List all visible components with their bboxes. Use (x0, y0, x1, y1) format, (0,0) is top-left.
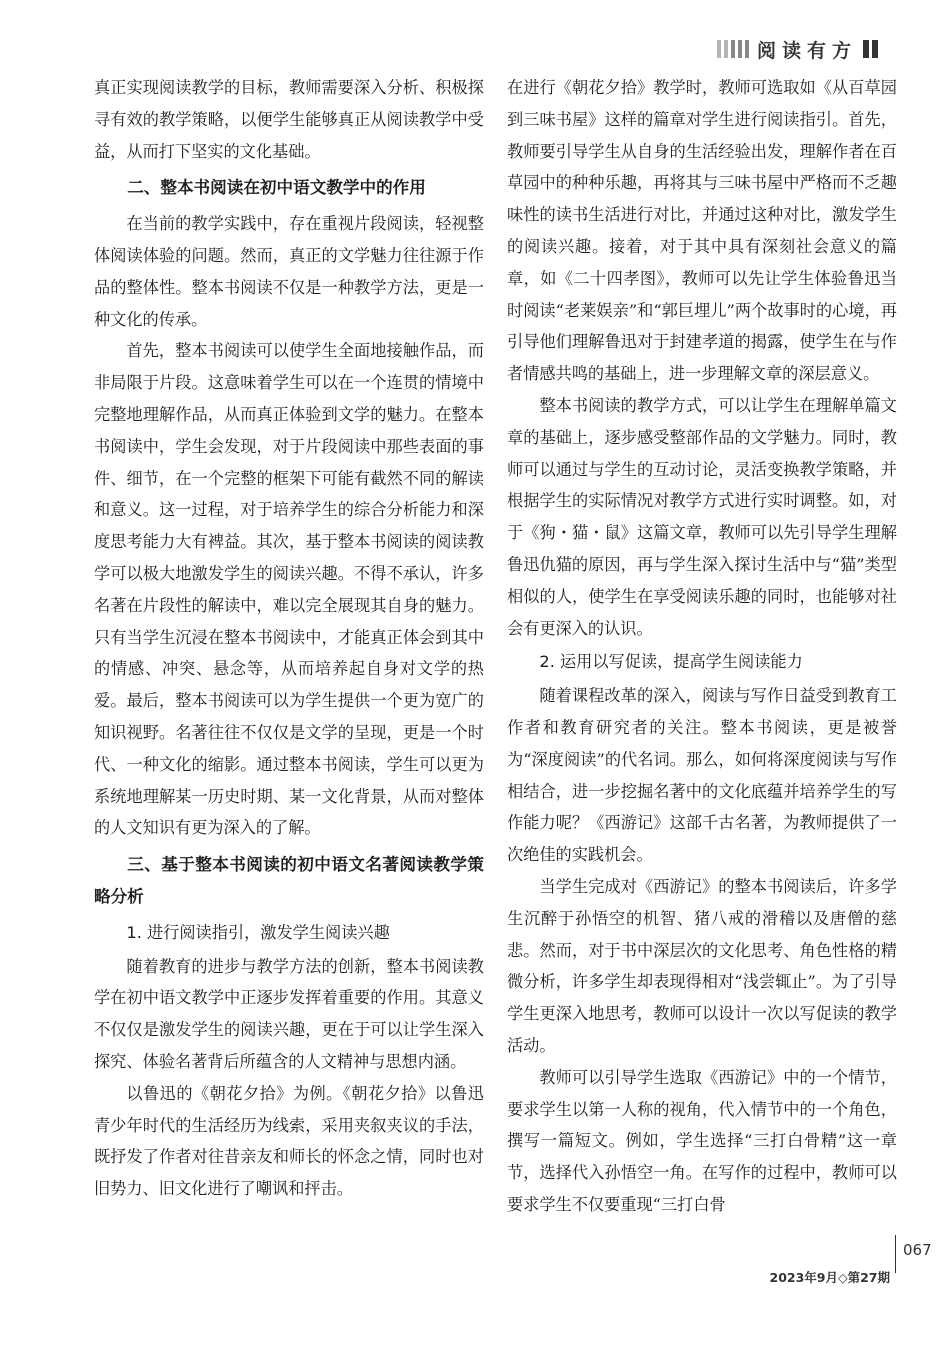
right-column (507, 72, 897, 1221)
paragraph: 随着课程改革的深入，阅读与写作日益受到教育工作者和教育研究者的关注。整本书阅读，更是被誉为“深度阅读”的代名词。那么，如何将深度阅读与写作相结合，进一步挖掘名著中的文化底蕴并培养学生的写作能力呢？《西游记》这部千古名著，为教师提供了一次绝佳的实践机会。 (507, 686, 897, 865)
issue-label: 2023年9月◇第27期 (769, 1270, 890, 1285)
left-column (94, 72, 484, 1205)
header-decor-bars (717, 40, 749, 58)
paragraph: 教师可以引导学生选取《西游记》中的一个情节，要求学生以第一人称的视角，代入情节中的一个角色，撰写一篇短文。例如，学生选择“三打白骨精”这一章节，选择代入孙悟空一角。在写作的过程中，教师可以要求学生不仅要重现“三打白骨 (507, 1067, 897, 1214)
paragraph: 真正实现阅读教学的目标，教师需要深入分析、积极探寻有效的教学策略，以便学生能够真正从阅读教学中受益，从而打下坚实的文化基础。 (94, 78, 484, 161)
paragraph: 在进行《朝花夕拾》教学时，教师可选取如《从百草园到三味书屋》这样的篇章对学生进行阅读指引。首先，教师要引导学生从自身的生活经验出发，理解作者在百草园中的种种乐趣，再将其与三味书屋中严格而不乏趣味性的读书生活进行对比，并通过这种对比，激发学生的阅读兴趣。接着，对于其中具有深刻社会意义的篇章，如《二十四孝图》，教师可以先让学生体验鲁迅当时阅读“老莱娱亲”和“郭巨埋儿”两个故事时的心境，再引导他们理解鲁迅对于封建孝道的揭露，使学生在与作者情感共鸣的基础上，进一步理解文章的深层意义。 (507, 78, 897, 384)
section-heading: 三、基于整本书阅读的初中语文名著阅读教学策略分析 (94, 855, 484, 906)
section-title: 阅读有方 (756, 39, 857, 62)
section-heading: 二、整本书阅读在初中语文教学中的作用 (127, 178, 426, 198)
page-number-divider (895, 1235, 896, 1273)
paragraph: 当学生完成对《西游记》的整本书阅读后，许多学生沉醉于孙悟空的机智、猪八戒的滑稽以及唐僧的慈悲。然而，对于书中深层次的文化思考、角色性格的精微分析，许多学生却表现得相对“浅尝辄止”。为了引导学生更深入地思考，教师可以设计一次以写促读的教学活动。 (507, 876, 897, 1055)
paragraph: 首先，整本书阅读可以使学生全面地接触作品，而非局限于片段。这意味着学生可以在一个连贯的情境中完整地理解作品，从而真正体验到文学的魅力。在整本书阅读中，学生会发现，对于片段阅读中那些表面的事件、细节，在一个完整的框架下可能有截然不同的解读和意义。这一过程，对于培养学生的综合分析能力和深度思考能力大有裨益。其次，基于整本书阅读的阅读教学可以极大地激发学生的阅读兴趣。不得不承认，许多名著在片段性的解读中，难以完全展现其自身的魅力。只有当学生沉浸在整本书阅读中，才能真正体会到其中的情感、冲突、悬念等，从而培养起自身对文学的热爱。最后，整本书阅读可以为学生提供一个更为宽广的知识视野。名著往往不仅仅是文学的呈现，更是一个时代、一种文化的缩影。通过整本书阅读，学生可以更为系统地理解某一历史时期、某一文化背景，从而对整体的人文知识有更为深入的了解。 (94, 341, 484, 838)
subsection-heading: 2. 运用以写促读，提高学生阅读能力 (539, 652, 803, 672)
paragraph: 以鲁迅的《朝花夕拾》为例。《朝花夕拾》以鲁迅青少年时代的生活经历为线索，采用夹叙夹议的手法，既抒发了作者对往昔亲友和师长的怀念之情，同时也对旧势力、旧文化进行了嘲讽和抨击。 (94, 1083, 484, 1199)
paragraph: 随着教育的进步与教学方法的创新，整本书阅读教学在初中语文教学中正逐步发挥着重要的作用。其意义不仅仅是激发学生的阅读兴趣，更在于可以让学生深入探究、体验名著背后所蕴含的人文精神与思想内涵。 (94, 956, 484, 1071)
subsection-heading: 1. 进行阅读指引，激发学生阅读兴趣 (126, 922, 390, 942)
page-number: 067 (903, 1241, 932, 1259)
paragraph: 整本书阅读的教学方式，可以让学生在理解单篇文章的基础上，逐步感受整部作品的文学魅力。同时，教师可以通过与学生的互动讨论，灵活变换教学策略，并根据学生的实际情况对教学方式进行实时调整。如，对于《狗・猫・鼠》这篇文章，教师可以先引导学生理解鲁迅仇猫的原因，再与学生深入探讨生活中与“猫”类型相似的人，使学生在享受阅读乐趣的同时，也能够对社会有更深入的认识。 (507, 395, 897, 638)
paragraph: 在当前的教学实践中，存在重视片段阅读，轻视整体阅读体验的问题。然而，真正的文学魅力往往源于作品的整体性。整本书阅读不仅是一种教学方法，更是一种文化的传承。 (94, 214, 484, 329)
section-header (717, 38, 878, 60)
header-end-bars (863, 40, 878, 58)
